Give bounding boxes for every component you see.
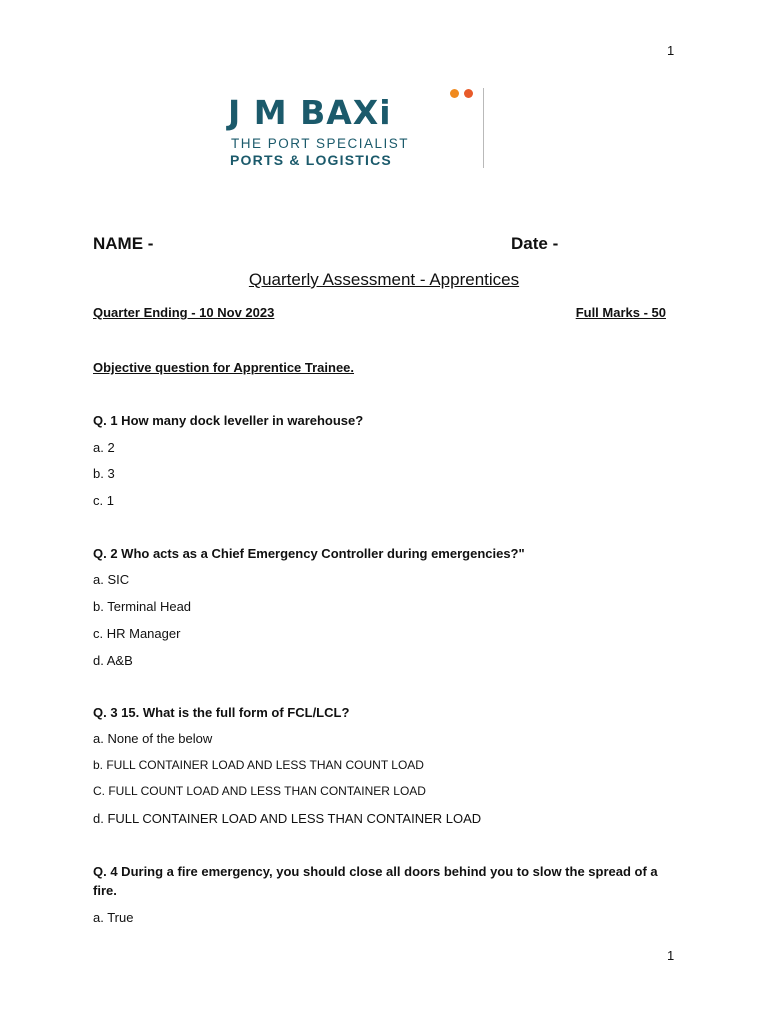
full-marks: Full Marks - 50 [575,305,666,320]
logo-subtitle: PORTS & LOGISTICS [230,152,392,168]
question-2-option-a: a. SIC [93,572,130,587]
question-2-option-b: b. Terminal Head [93,599,192,614]
question-3: Q. 3 15. What is the full form of FCL/LCL? [93,705,350,720]
logo-main-text: J M BAXi [228,93,392,132]
quarter-ending: Quarter Ending - 10 Nov 2023 [93,305,275,320]
logo-divider [483,88,484,168]
company-logo [228,84,490,170]
question-4: Q. 4 During a fire emergency, you should close all doors behind you to slow the spread of a fire. [93,864,658,898]
page-title [0,270,768,290]
question-3-option-d: d. FULL CONTAINER LOAD AND LESS THAN CONTAINER LOAD [93,811,482,826]
logo-dot-icon [450,89,459,98]
question-3-option-b: b. FULL CONTAINER LOAD AND LESS THAN COUNT LOAD [93,758,424,772]
question-2-option-c: c. HR Manager [93,626,181,641]
date-label: Date - [511,234,559,253]
name-label: NAME - [93,234,154,253]
question-4-option-a: a. True [93,910,134,925]
question-1-option-c: c. 1 [93,493,114,508]
question-2: Q. 2 Who acts as a Chief Emergency Controller during emergencies?" [93,546,525,561]
logo-dot-icon [464,89,473,98]
page-title-text: Quarterly Assessment - Apprentices [248,270,520,289]
question-3-option-a: a. None of the below [93,731,213,746]
question-1: Q. 1 How many dock leveller in warehouse? [93,413,364,428]
question-1-option-a: a. 2 [93,440,115,455]
question-2-option-d: d. A&B [93,653,133,668]
logo-tagline: THE PORT SPECIALIST [231,136,410,151]
page-number-bottom: 1 [667,948,675,963]
question-3-option-c: C. FULL COUNT LOAD AND LESS THAN CONTAINER LOAD [93,784,426,798]
section-title: Objective question for Apprentice Trainee. [93,360,355,375]
page-number-top: 1 [667,43,675,58]
question-1-option-b: b. 3 [93,466,115,481]
